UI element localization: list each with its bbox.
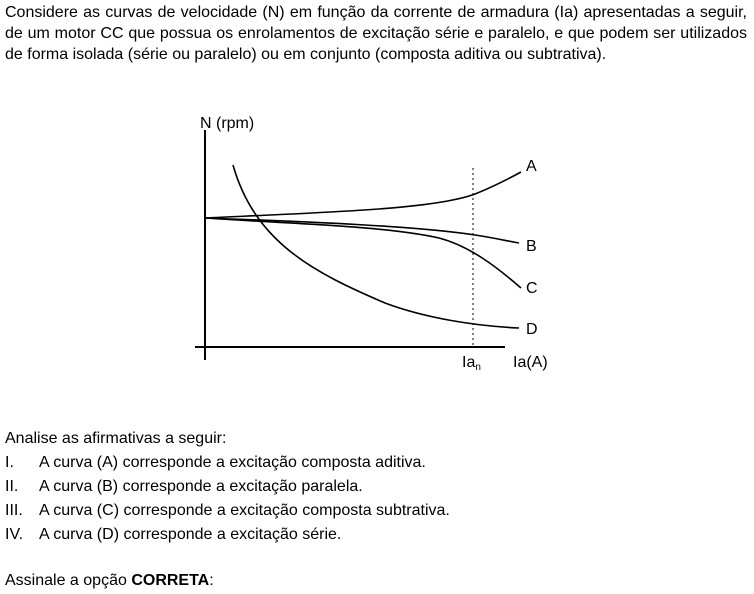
item-number: III.	[5, 502, 23, 519]
intro-paragraph: Considere as curvas de velocidade (N) em função da corrente de armadura (Ia) apresentadas a seguir, de um motor CC que possua os enrolamentos de excitação série e paralelo, e que podem ser utilizados de forma isolada (série ou paralelo) ou em conjunto (composta aditiva ou subtrativa).	[5, 4, 747, 63]
rated-current-label-main: Ia	[462, 354, 476, 371]
curve-label-b: B	[526, 238, 537, 255]
analise-heading: Analise as afirmativas a seguir:	[5, 430, 227, 447]
curve-label-a: A	[526, 158, 537, 175]
assinale-suffix: :	[209, 572, 214, 589]
item-text: A curva (A) corresponde a excitação composta aditiva.	[39, 454, 426, 471]
item-number: II.	[5, 478, 19, 495]
curve-label-d: D	[526, 321, 538, 338]
list-item	[5, 451, 426, 475]
item-text: A curva (D) corresponde a excitação série.	[39, 526, 342, 543]
speed-curves-svg	[185, 108, 565, 378]
list-item	[5, 475, 363, 499]
item-text: A curva (C) corresponde a excitação composta subtrativa.	[39, 502, 450, 519]
list-item	[5, 499, 450, 523]
curve-d	[233, 165, 519, 328]
curve-a	[205, 172, 521, 218]
curve-b	[205, 218, 519, 243]
curve-c	[205, 218, 521, 288]
y-axis-label: N (rpm)	[200, 115, 255, 132]
rated-current-label-sub: n	[475, 362, 481, 373]
assinale-prompt	[5, 571, 214, 591]
item-number: IV.	[5, 526, 24, 543]
analise-section	[5, 427, 450, 547]
assinale-prefix: Assinale a opção	[5, 572, 132, 589]
list-item	[5, 523, 342, 547]
rated-current-label	[462, 354, 481, 373]
item-number: I.	[5, 454, 14, 471]
curve-label-c: C	[526, 280, 538, 297]
speed-curves-figure	[185, 108, 565, 383]
x-axis-label: Ia(A)	[513, 354, 548, 371]
item-text: A curva (B) corresponde a excitação paralela.	[39, 478, 363, 495]
assinale-bold: CORRETA	[131, 572, 210, 589]
